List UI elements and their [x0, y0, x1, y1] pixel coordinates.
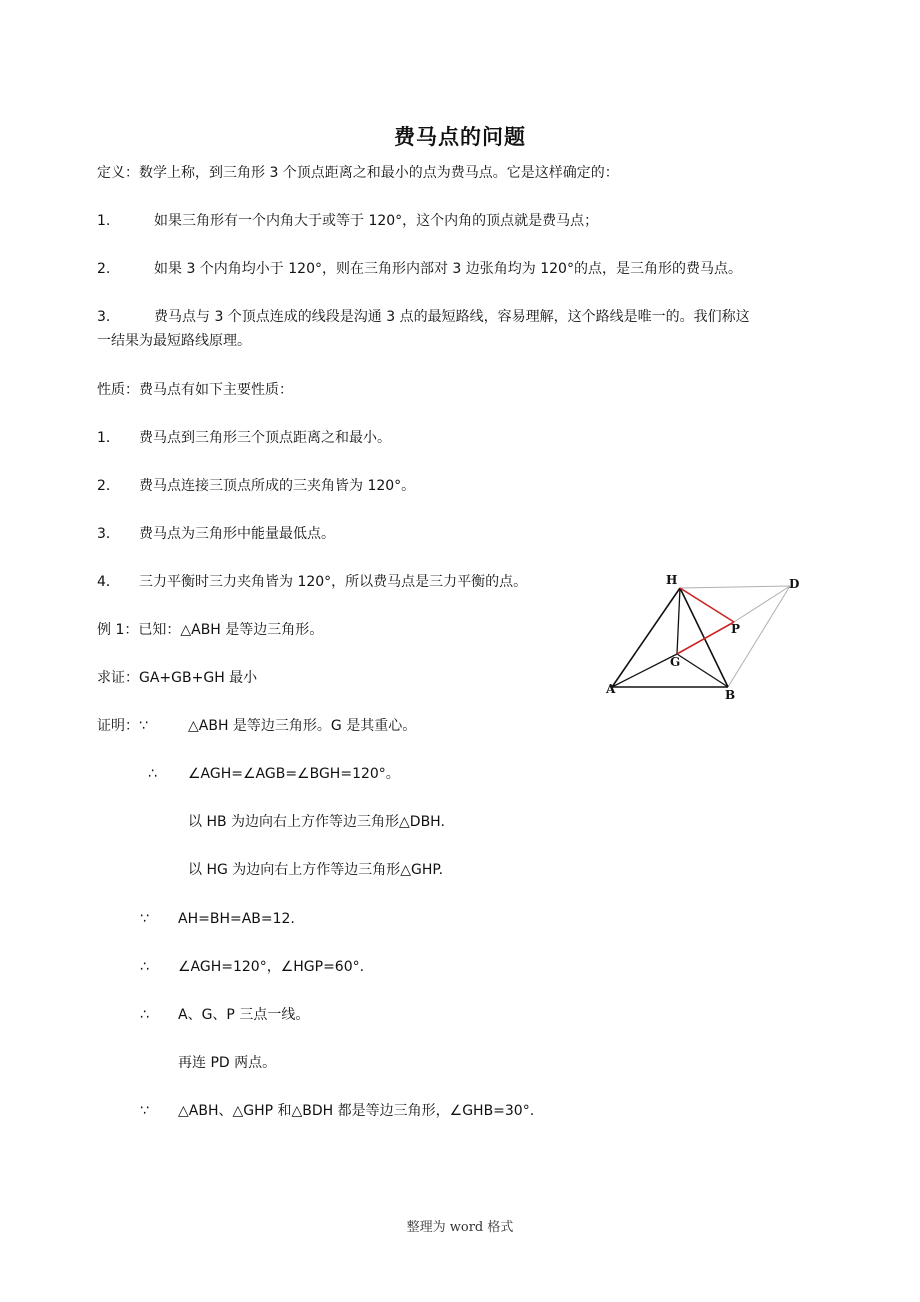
segment-ag: [612, 654, 677, 687]
item-number: 2．: [97, 478, 120, 494]
item-number: 2.: [97, 261, 111, 277]
item-number: 4．: [97, 574, 120, 590]
label-g: G: [670, 655, 681, 669]
item-number: 3.: [97, 309, 111, 325]
item-text: 费马点到三角形三个顶点距离之和最小。: [139, 430, 391, 446]
item-text: 三力平衡时三力夹角皆为 120°，所以费马点是三力平衡的点。: [139, 574, 528, 590]
segment-pd: [734, 586, 790, 622]
item-text: 如果三角形有一个内角大于或等于 120°，这个内角的顶点就是费马点；: [154, 213, 599, 229]
segment-gh: [677, 588, 680, 654]
proof-symbol: ∴: [140, 959, 149, 975]
proof-text: 以 HB 为边向右上方作等边三角形△DBH.: [188, 814, 445, 830]
item-text: 费马点连接三顶点所成的三夹角皆为 120°。: [139, 478, 416, 494]
page-footer: 整理为 word 格式: [406, 1220, 514, 1235]
label-b: B: [725, 688, 736, 702]
definition-line: 定义：数学上称，到三角形 3 个顶点距离之和最小的点为费马点。它是这样确定的：: [97, 165, 619, 181]
segment-gp: [677, 622, 734, 654]
proof-symbol: ∵: [140, 911, 149, 927]
proof-text: △ABH 是等边三角形。G 是其重心。: [188, 718, 417, 734]
page-title: 费马点的问题: [394, 125, 526, 149]
segment-db: [728, 586, 790, 687]
example-line: 例 1：已知：△ABH 是等边三角形。: [97, 622, 324, 638]
item-number: 1.: [97, 213, 111, 229]
item-number: 1．: [97, 430, 120, 446]
item-text: 费马点与 3 个顶点连成的线段是沟通 3 点的最短路线，容易理解，这个路线是唯一的。我们称这: [154, 309, 750, 325]
label-d: D: [789, 577, 800, 591]
label-p: P: [731, 622, 741, 636]
proof-symbol: ∴: [148, 766, 157, 782]
segment-hd: [680, 586, 790, 588]
proof-text: AH=BH=AB=12.: [178, 911, 295, 927]
proof-symbol: 证明：∵: [97, 718, 148, 734]
label-a: A: [606, 682, 616, 696]
proof-text: ∠AGH=∠AGB=∠BGH=120°。: [188, 766, 400, 782]
prove-line: 求证：GA+GB+GH 最小: [97, 670, 258, 686]
item-text-continuation: 一结果为最短路线原理。: [97, 333, 251, 349]
fermat-point-figure: [600, 570, 810, 705]
proof-symbol: ∴: [140, 1007, 149, 1023]
segment-ah: [612, 588, 680, 687]
proof-text: ∠AGH=120°，∠HGP=60°.: [178, 959, 365, 975]
item-text: 如果 3 个内角均小于 120°，则在三角形内部对 3 边张角均为 120°的点，是三角形的费马点。: [154, 261, 742, 277]
proof-text: △ABH、△GHP 和△BDH 都是等边三角形，∠GHB=30°.: [178, 1103, 535, 1119]
item-text: 费马点为三角形中能量最低点。: [139, 526, 335, 542]
proof-text: 以 HG 为边向右上方作等边三角形△GHP.: [188, 862, 444, 878]
proof-text: 再连 PD 两点。: [178, 1055, 277, 1071]
label-h: H: [666, 573, 678, 587]
properties-heading: 性质：费马点有如下主要性质：: [97, 382, 293, 398]
proof-symbol: ∵: [140, 1103, 149, 1119]
proof-text: A、G、P 三点一线。: [178, 1007, 310, 1023]
item-number: 3．: [97, 526, 120, 542]
